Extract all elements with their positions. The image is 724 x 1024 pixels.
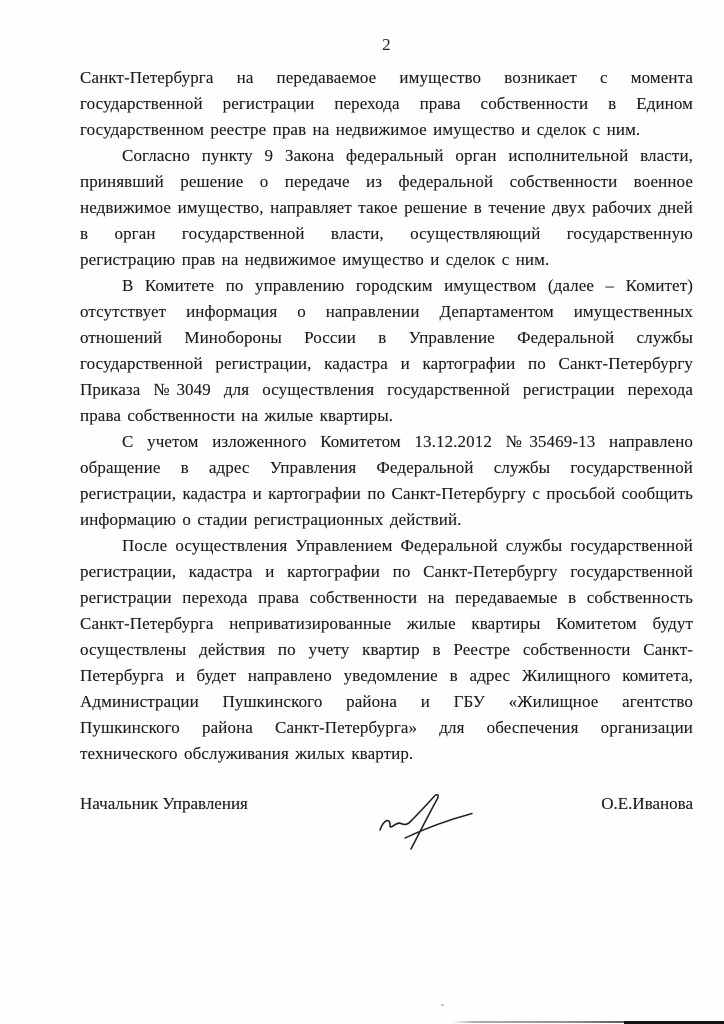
signoff-name: О.Е.Иванова	[601, 794, 693, 813]
page-number: 2	[382, 35, 391, 54]
document-content	[80, 34, 693, 767]
paragraph: Санкт-Петербурга на передаваемое имущество возникает с момента государственной регистрации перехода права собственности в Едином государственном реестре прав на недвижимое имущество и сделок с ним.	[80, 68, 693, 139]
paragraph: В Комитете по управлению городским имуществом (далее – Комитет) отсутствует информация о направлении Департаментом имущественных отношений Минобороны России в Управление Федеральной службы государственной регистрации, кадастра и картографии по Санкт-Петербургу Приказа №3049 для осуществления государственной регистрации перехода права собственности на жилые квартиры.	[80, 276, 693, 425]
paragraph: С учетом изложенного Комитетом 13.12.2012 №35469-13 направлено обращение в адрес Управления Федеральной службы государственной регистрации, кадастра и картографии по Санкт-Петербургу с просьбой сообщить информацию о стадии регистрационных действий.	[80, 432, 693, 529]
scan-artifact-speck	[441, 1004, 444, 1006]
handwritten-signature	[374, 790, 478, 854]
document-body	[80, 65, 693, 767]
paragraph: После осуществления Управлением Федеральной службы государственной регистрации, кадастра и картографии по Санкт-Петербургу государственной регистрации перехода права собственности на передаваемые в собственность Санкт-Петербурга неприватизированные жилые квартиры Комитетом будут осуществлены действия по учету квартир в Реестре собственности Санкт-Петербурга и будет направлено уведомление в адрес Жилищного комитета, Администрации Пушкинского района и ГБУ «Жилищное агентство Пушкинского района Санкт-Петербурга» для обеспечения организации технического обслуживания жилых квартир.	[80, 536, 693, 763]
paragraph: Согласно пункту 9 Закона федеральный орган исполнительной власти, принявший решение о передаче из федеральной собственности военное недвижимое имущество, направляет такое решение в течение двух рабочих дней в орган государственной власти, осуществляющий государственную регистрацию прав на недвижимое имущество и сделок с ним.	[80, 146, 693, 269]
signoff-title: Начальник Управления	[80, 794, 248, 813]
